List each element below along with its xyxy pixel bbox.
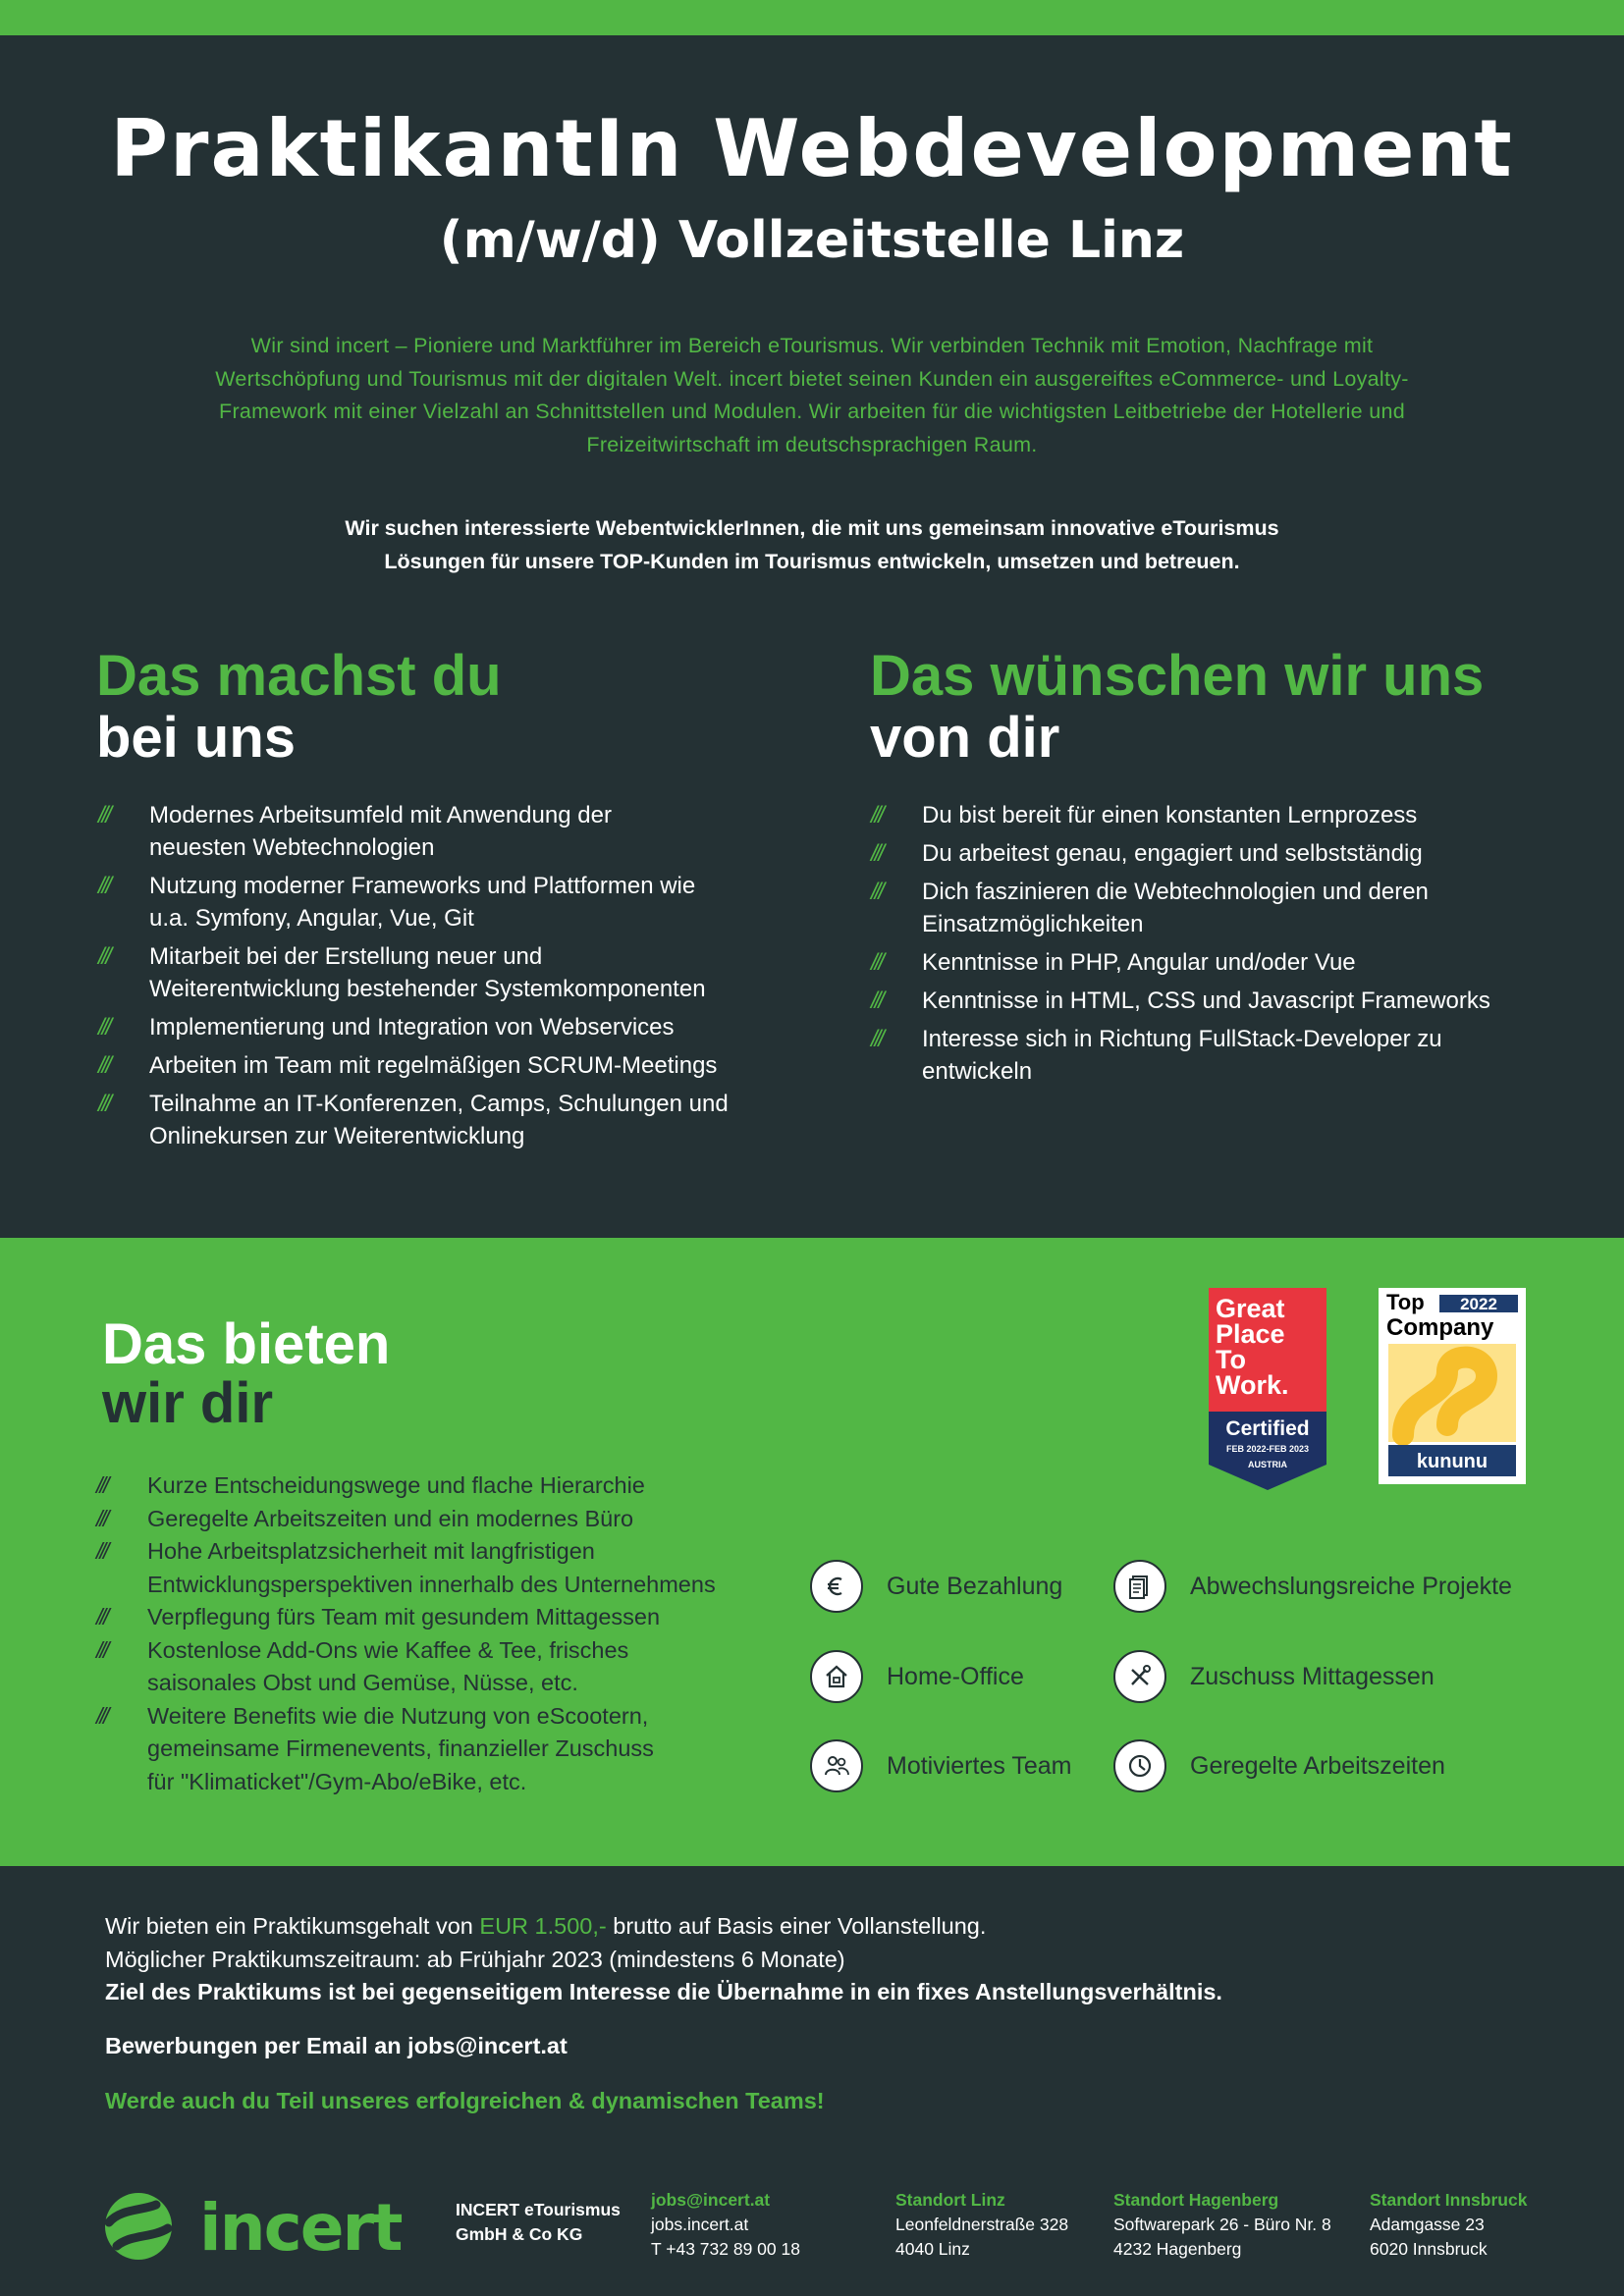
footer-email-link[interactable]: jobs@incert.at xyxy=(651,2190,771,2210)
lead-line: Wir suchen interessierte WebentwicklerInnen, die mit uns gemeinsam innovative eTourismus xyxy=(345,516,1279,540)
lead-paragraph xyxy=(255,511,1369,578)
top-accent-bar xyxy=(0,0,1624,35)
list-item xyxy=(98,870,785,934)
gptw-line-2: Place xyxy=(1216,1319,1285,1349)
bullet-mark: /// xyxy=(98,943,110,970)
document-icon xyxy=(1113,1560,1166,1613)
list-item xyxy=(96,1469,803,1503)
list-item-line: Verpflegung fürs Team mit gesundem Mittagessen xyxy=(147,1604,661,1629)
list-item-line: entwickeln xyxy=(922,1058,1033,1085)
section-do-heading-green: Das machst du xyxy=(96,644,502,708)
top-company-brand: kununu xyxy=(1416,1451,1489,1472)
bullet-mark: /// xyxy=(96,1505,107,1531)
section-offer-heading xyxy=(102,1312,391,1435)
bullet-mark: /// xyxy=(98,1091,110,1117)
intro-line: Framework mit einer Vielzahl an Schnittstellen und Modulen. Wir arbeiten für die wichtigsten Leitbetriebe der Hotellerie und xyxy=(219,400,1405,423)
list-item-line: Dich faszinieren die Webtechnologien und deren xyxy=(922,879,1429,905)
bullet-mark: /// xyxy=(871,949,883,976)
location-city: 4040 Linz xyxy=(895,2239,970,2259)
bullet-mark: /// xyxy=(98,1052,110,1079)
logo-wordmark: incert xyxy=(199,2191,402,2262)
benefit-label: Zuschuss Mittagessen xyxy=(1190,1662,1435,1690)
footer-location-linz xyxy=(895,2188,1068,2262)
list-item xyxy=(871,1023,1558,1088)
list-item xyxy=(96,1700,803,1799)
list-item-line: Einsatzmöglichkeiten xyxy=(922,911,1144,937)
benefit-label: Geregelte Arbeitszeiten xyxy=(1190,1751,1445,1780)
intro-paragraph xyxy=(177,330,1447,461)
list-item-line: Nutzung moderner Frameworks und Plattformen wie xyxy=(149,873,696,899)
benefit-gute-bezahlung xyxy=(810,1560,1062,1613)
location-street: Leonfeldnerstraße 328 xyxy=(895,2215,1069,2234)
intro-line: Wertschöpfung und Tourismus mit der digitalen Welt. incert bietet seinen Kunden ein ausgereiftes eCommerce- und Loyalty- xyxy=(215,366,1409,391)
gptw-line-3: To xyxy=(1216,1345,1246,1374)
top-company-top: Top xyxy=(1386,1290,1425,1314)
list-item xyxy=(96,1535,803,1601)
goal-line: Ziel des Praktikums ist bei gegenseitigem Interesse die Übernahme in ein fixes Anstellungsverhältnis. xyxy=(105,1979,1222,2004)
list-item xyxy=(96,1601,803,1634)
section-offer-list xyxy=(96,1469,803,1798)
location-street: Adamgasse 23 xyxy=(1370,2215,1485,2234)
list-item-line: Weitere Benefits wie die Nutzung von eScootern, xyxy=(147,1702,649,1729)
lead-line: Lösungen für unsere TOP-Kunden im Tourismus entwickeln, umsetzen und betreuen. xyxy=(384,550,1240,573)
list-item xyxy=(98,1011,785,1043)
cutlery-icon xyxy=(1113,1650,1166,1703)
list-item-line: saisonales Obst und Gemüse, Nüsse, etc. xyxy=(147,1670,578,1695)
list-item xyxy=(871,946,1558,979)
list-item xyxy=(871,837,1558,870)
location-street: Softwarepark 26 - Büro Nr. 8 xyxy=(1113,2215,1331,2234)
bullet-mark: /// xyxy=(96,1472,107,1498)
section-wish-list xyxy=(871,799,1558,1094)
bullet-mark: /// xyxy=(871,802,883,828)
euro-icon xyxy=(810,1560,863,1613)
list-item-line: Du bist bereit für einen konstanten Lernprozess xyxy=(922,802,1418,828)
list-item-line: Kenntnisse in PHP, Angular und/oder Vue xyxy=(922,949,1356,976)
intro-line: Wir sind incert – Pioniere und Marktführer im Bereich eTourismus. Wir verbinden Technik mit Emotion, Nachfrage mit xyxy=(250,334,1374,357)
list-item-line: Mitarbeit bei der Erstellung neuer und xyxy=(149,943,543,970)
list-item-line: Implementierung und Integration von Webservices xyxy=(149,1014,675,1041)
bullet-mark: /// xyxy=(96,1604,107,1629)
page-title: PraktikantIn Webdevelopment xyxy=(110,103,1514,194)
list-item-line: für "Klimaticket"/Gym-Abo/eBike, etc. xyxy=(147,1768,527,1794)
section-do-heading xyxy=(96,645,502,769)
gptw-line-1: Great xyxy=(1216,1294,1285,1323)
benefit-label: Home-Office xyxy=(887,1662,1024,1690)
period-line: Möglicher Praktikumszeitraum: ab Frühjahr 2023 (mindestens 6 Monate) xyxy=(105,1946,845,1972)
list-item-line: Du arbeitest genau, engagiert und selbstständig xyxy=(922,840,1423,867)
bullet-mark: /// xyxy=(871,988,883,1014)
location-city: 4232 Hagenberg xyxy=(1113,2239,1242,2259)
list-item-line: Weiterentwicklung bestehender Systemkomponenten xyxy=(149,976,706,1002)
gptw-period: FEB 2022-FEB 2023 xyxy=(1225,1444,1310,1454)
section-wish-heading-green: Das wünschen wir uns xyxy=(870,644,1485,708)
intro-line: Freizeitwirtschaft im deutschsprachigen Raum. xyxy=(586,432,1038,456)
list-item-line: Onlinekursen zur Weiterentwicklung xyxy=(149,1123,525,1149)
list-item-line: Hohe Arbeitsplatzsicherheit mit langfristigen xyxy=(147,1538,595,1564)
footer-location-innsbruck xyxy=(1370,2188,1527,2262)
footer-location-hagenberg xyxy=(1113,2188,1331,2262)
location-city: 6020 Innsbruck xyxy=(1370,2239,1488,2259)
footer-company xyxy=(456,2198,621,2247)
section-offer-heading-dark: wir dir xyxy=(102,1371,274,1435)
benefit-motiviertes-team xyxy=(810,1739,1072,1792)
list-item-line: Arbeiten im Team mit regelmäßigen SCRUM-Meetings xyxy=(149,1052,718,1079)
list-item-line: Entwicklungsperspektiven innerhalb des Unternehmens xyxy=(147,1571,716,1597)
gptw-certified: Certified xyxy=(1225,1417,1310,1440)
list-item-line: Kurze Entscheidungswege und flache Hierarchie xyxy=(147,1472,645,1498)
list-item xyxy=(98,1049,785,1082)
list-item-line: Kenntnisse in HTML, CSS und Javascript Frameworks xyxy=(922,988,1490,1014)
benefit-label: Motiviertes Team xyxy=(887,1751,1072,1780)
salary-info xyxy=(105,1910,1222,2009)
bullet-mark: /// xyxy=(98,1014,110,1041)
bullet-mark: /// xyxy=(96,1702,107,1729)
home-icon xyxy=(810,1650,863,1703)
list-item-line: Interesse sich in Richtung FullStack-Developer zu xyxy=(922,1026,1442,1052)
page-subtitle: (m/w/d) Vollzeitstelle Linz xyxy=(439,211,1185,270)
benefit-abwechslungsreiche-projekte xyxy=(1113,1560,1512,1613)
benefit-home-office xyxy=(810,1650,1024,1703)
top-company-badge xyxy=(1379,1288,1526,1484)
list-item xyxy=(96,1503,803,1536)
clock-icon xyxy=(1113,1739,1166,1792)
section-do-heading-white: bei uns xyxy=(96,706,297,770)
list-item-line: neuesten Webtechnologien xyxy=(149,834,435,861)
top-company-year: 2022 xyxy=(1460,1295,1497,1313)
location-name: Standort Linz xyxy=(895,2190,1005,2210)
cta-line: Werde auch du Teil unseres erfolgreichen & dynamischen Teams! xyxy=(105,2088,825,2113)
benefit-label: Gute Bezahlung xyxy=(887,1572,1063,1600)
incert-logo xyxy=(103,2191,407,2262)
bullet-mark: /// xyxy=(98,802,110,828)
footer-phone: T +43 732 89 00 18 xyxy=(651,2239,800,2259)
location-name: Standort Hagenberg xyxy=(1113,2190,1279,2210)
benefit-geregelte-arbeitszeiten xyxy=(1113,1739,1445,1792)
list-item-line: gemeinsame Firmenevents, finanzieller Zuschuss xyxy=(147,1735,654,1761)
great-place-to-work-badge xyxy=(1209,1288,1326,1490)
team-icon xyxy=(810,1739,863,1792)
salary-before: Wir bieten ein Praktikumsgehalt von xyxy=(105,1913,480,1939)
list-item xyxy=(98,940,785,1005)
list-item-line: Geregelte Arbeitszeiten und ein modernes Büro xyxy=(147,1505,634,1531)
bullet-mark: /// xyxy=(871,840,883,867)
benefit-zuschuss-mittagessen xyxy=(1113,1650,1435,1703)
gptw-country: AUSTRIA xyxy=(1248,1460,1287,1469)
footer-web-link[interactable]: jobs.incert.at xyxy=(651,2215,749,2234)
section-offer-heading-white: Das bieten xyxy=(102,1312,391,1376)
salary-line xyxy=(105,1910,1222,1944)
list-item xyxy=(98,799,785,864)
location-name: Standort Innsbruck xyxy=(1370,2190,1528,2210)
section-wish-heading xyxy=(870,645,1484,769)
list-item xyxy=(871,876,1558,940)
section-do-list xyxy=(98,799,785,1158)
top-company-company: Company xyxy=(1386,1314,1494,1341)
list-item xyxy=(96,1634,803,1700)
list-item-line: Modernes Arbeitsumfeld mit Anwendung der xyxy=(149,802,612,828)
bullet-mark: /// xyxy=(871,1026,883,1052)
bullet-mark: /// xyxy=(98,873,110,899)
list-item-line: u.a. Symfony, Angular, Vue, Git xyxy=(149,905,474,932)
benefit-label: Abwechslungsreiche Projekte xyxy=(1190,1572,1512,1600)
section-wish-heading-white: von dir xyxy=(870,706,1060,770)
salary-amount: EUR 1.500,- xyxy=(479,1913,607,1939)
company-line: INCERT eTourismus xyxy=(456,2200,621,2219)
bullet-mark: /// xyxy=(96,1538,107,1564)
salary-after: brutto auf Basis einer Vollanstellung. xyxy=(606,1913,987,1939)
list-item-line: Teilnahme an IT-Konferenzen, Camps, Schulungen und xyxy=(149,1091,729,1117)
footer-contact xyxy=(651,2188,800,2262)
list-item xyxy=(98,1088,785,1152)
apply-line: Bewerbungen per Email an jobs@incert.at xyxy=(105,2033,568,2058)
company-line: GmbH & Co KG xyxy=(456,2224,583,2244)
bullet-mark: /// xyxy=(871,879,883,905)
gptw-line-4: Work. xyxy=(1216,1370,1289,1400)
bullet-mark: /// xyxy=(96,1636,107,1663)
list-item xyxy=(871,799,1558,831)
list-item-line: Kostenlose Add-Ons wie Kaffee & Tee, frisches xyxy=(147,1636,629,1663)
list-item xyxy=(871,985,1558,1017)
